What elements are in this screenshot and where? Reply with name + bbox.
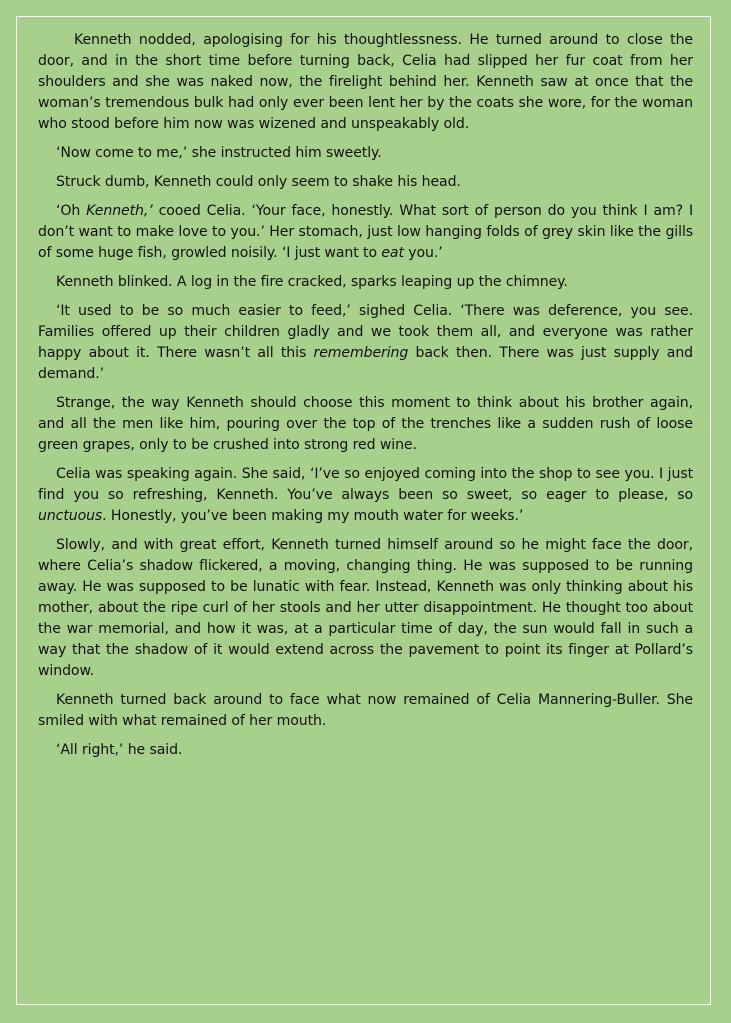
paragraph xyxy=(38,272,693,293)
text-segment: Struck dumb, Kenneth could only seem to shake his head. xyxy=(56,174,461,190)
italic-segment: remembering xyxy=(313,345,409,361)
text-segment: Slowly, and with great effort, Kenneth turned himself around so he might face the door, where Celia’s shadow flickered, a moving, changing thing. He was supposed to be running away. He was supposed to be lunatic with fear. Instead, Kenneth was only thinking about his mother, about the ripe curl of her stools and her utter disappointment. He thought too about the war memorial, and how it was, at a particular time of day, the sun would fall in such a way that the shadow of it would extend across the pavement to point its finger at Pollard’s window. xyxy=(38,537,693,679)
paragraph xyxy=(38,740,693,761)
paragraph xyxy=(38,30,693,135)
text-segment: Kenneth blinked. A log in the fire cracked, sparks leaping up the chimney. xyxy=(56,274,568,290)
paragraph xyxy=(38,172,693,193)
italic-segment: Kenneth,’ xyxy=(86,203,153,219)
paragraph xyxy=(38,464,693,527)
text-segment: ‘It used to be so much easier to feed,’ sighed Celia. ‘There was deference, you see. Families offered up their children gladly and we took them all, and everyone was rather happy about it. There wasn’t all this xyxy=(38,303,693,361)
text-segment: you.’ xyxy=(403,245,443,261)
paragraph xyxy=(38,690,693,732)
paragraph xyxy=(38,143,693,164)
italic-segment: unctuous xyxy=(38,508,103,524)
story-text xyxy=(38,30,693,769)
text-segment: . Honestly, you’ve been making my mouth water for weeks.’ xyxy=(102,508,524,524)
text-segment: ‘Oh xyxy=(56,203,87,219)
italic-segment: eat xyxy=(381,245,404,261)
text-segment: back then. There was just supply and demand.’ xyxy=(38,345,693,382)
text-segment: ‘Now come to me,’ she instructed him sweetly. xyxy=(56,145,382,161)
text-segment: Strange, the way Kenneth should choose this moment to think about his brother again, and all the men like him, pouring over the top of the trenches like a sudden rush of loose green grapes, only to be crushed into strong red wine. xyxy=(38,395,693,453)
text-segment: ‘All right,’ he said. xyxy=(56,742,183,758)
paragraph xyxy=(38,201,693,264)
text-segment: Celia was speaking again. She said, ‘I’ve so enjoyed coming into the shop to see you. I just find you so refreshing, Kenneth. You’ve always been so sweet, so eager to please, so xyxy=(38,466,693,503)
text-segment: Kenneth turned back around to face what now remained of Celia Mannering-Buller. She smiled with what remained of her mouth. xyxy=(38,692,693,729)
paragraph xyxy=(38,393,693,456)
text-segment: Kenneth nodded, apologising for his thoughtlessness. He turned around to close the door, and in the short time before turning back, Celia had slipped her fur coat from her shoulders and she was naked now, the firelight behind her. Kenneth saw at once that the woman’s tremendous bulk had only ever been lent her by the coats she wore, for the woman who stood before him now was wizened and unspeakably old. xyxy=(38,32,693,132)
text-segment: cooed Celia. ‘Your face, honestly. What sort of person do you think I am? I don’t want to make love to you.’ Her stomach, just low hanging folds of grey skin like the gills of some huge fish, growled noisily. ‘I just want to xyxy=(38,203,694,261)
paragraph xyxy=(38,535,693,682)
paragraph xyxy=(38,301,693,385)
